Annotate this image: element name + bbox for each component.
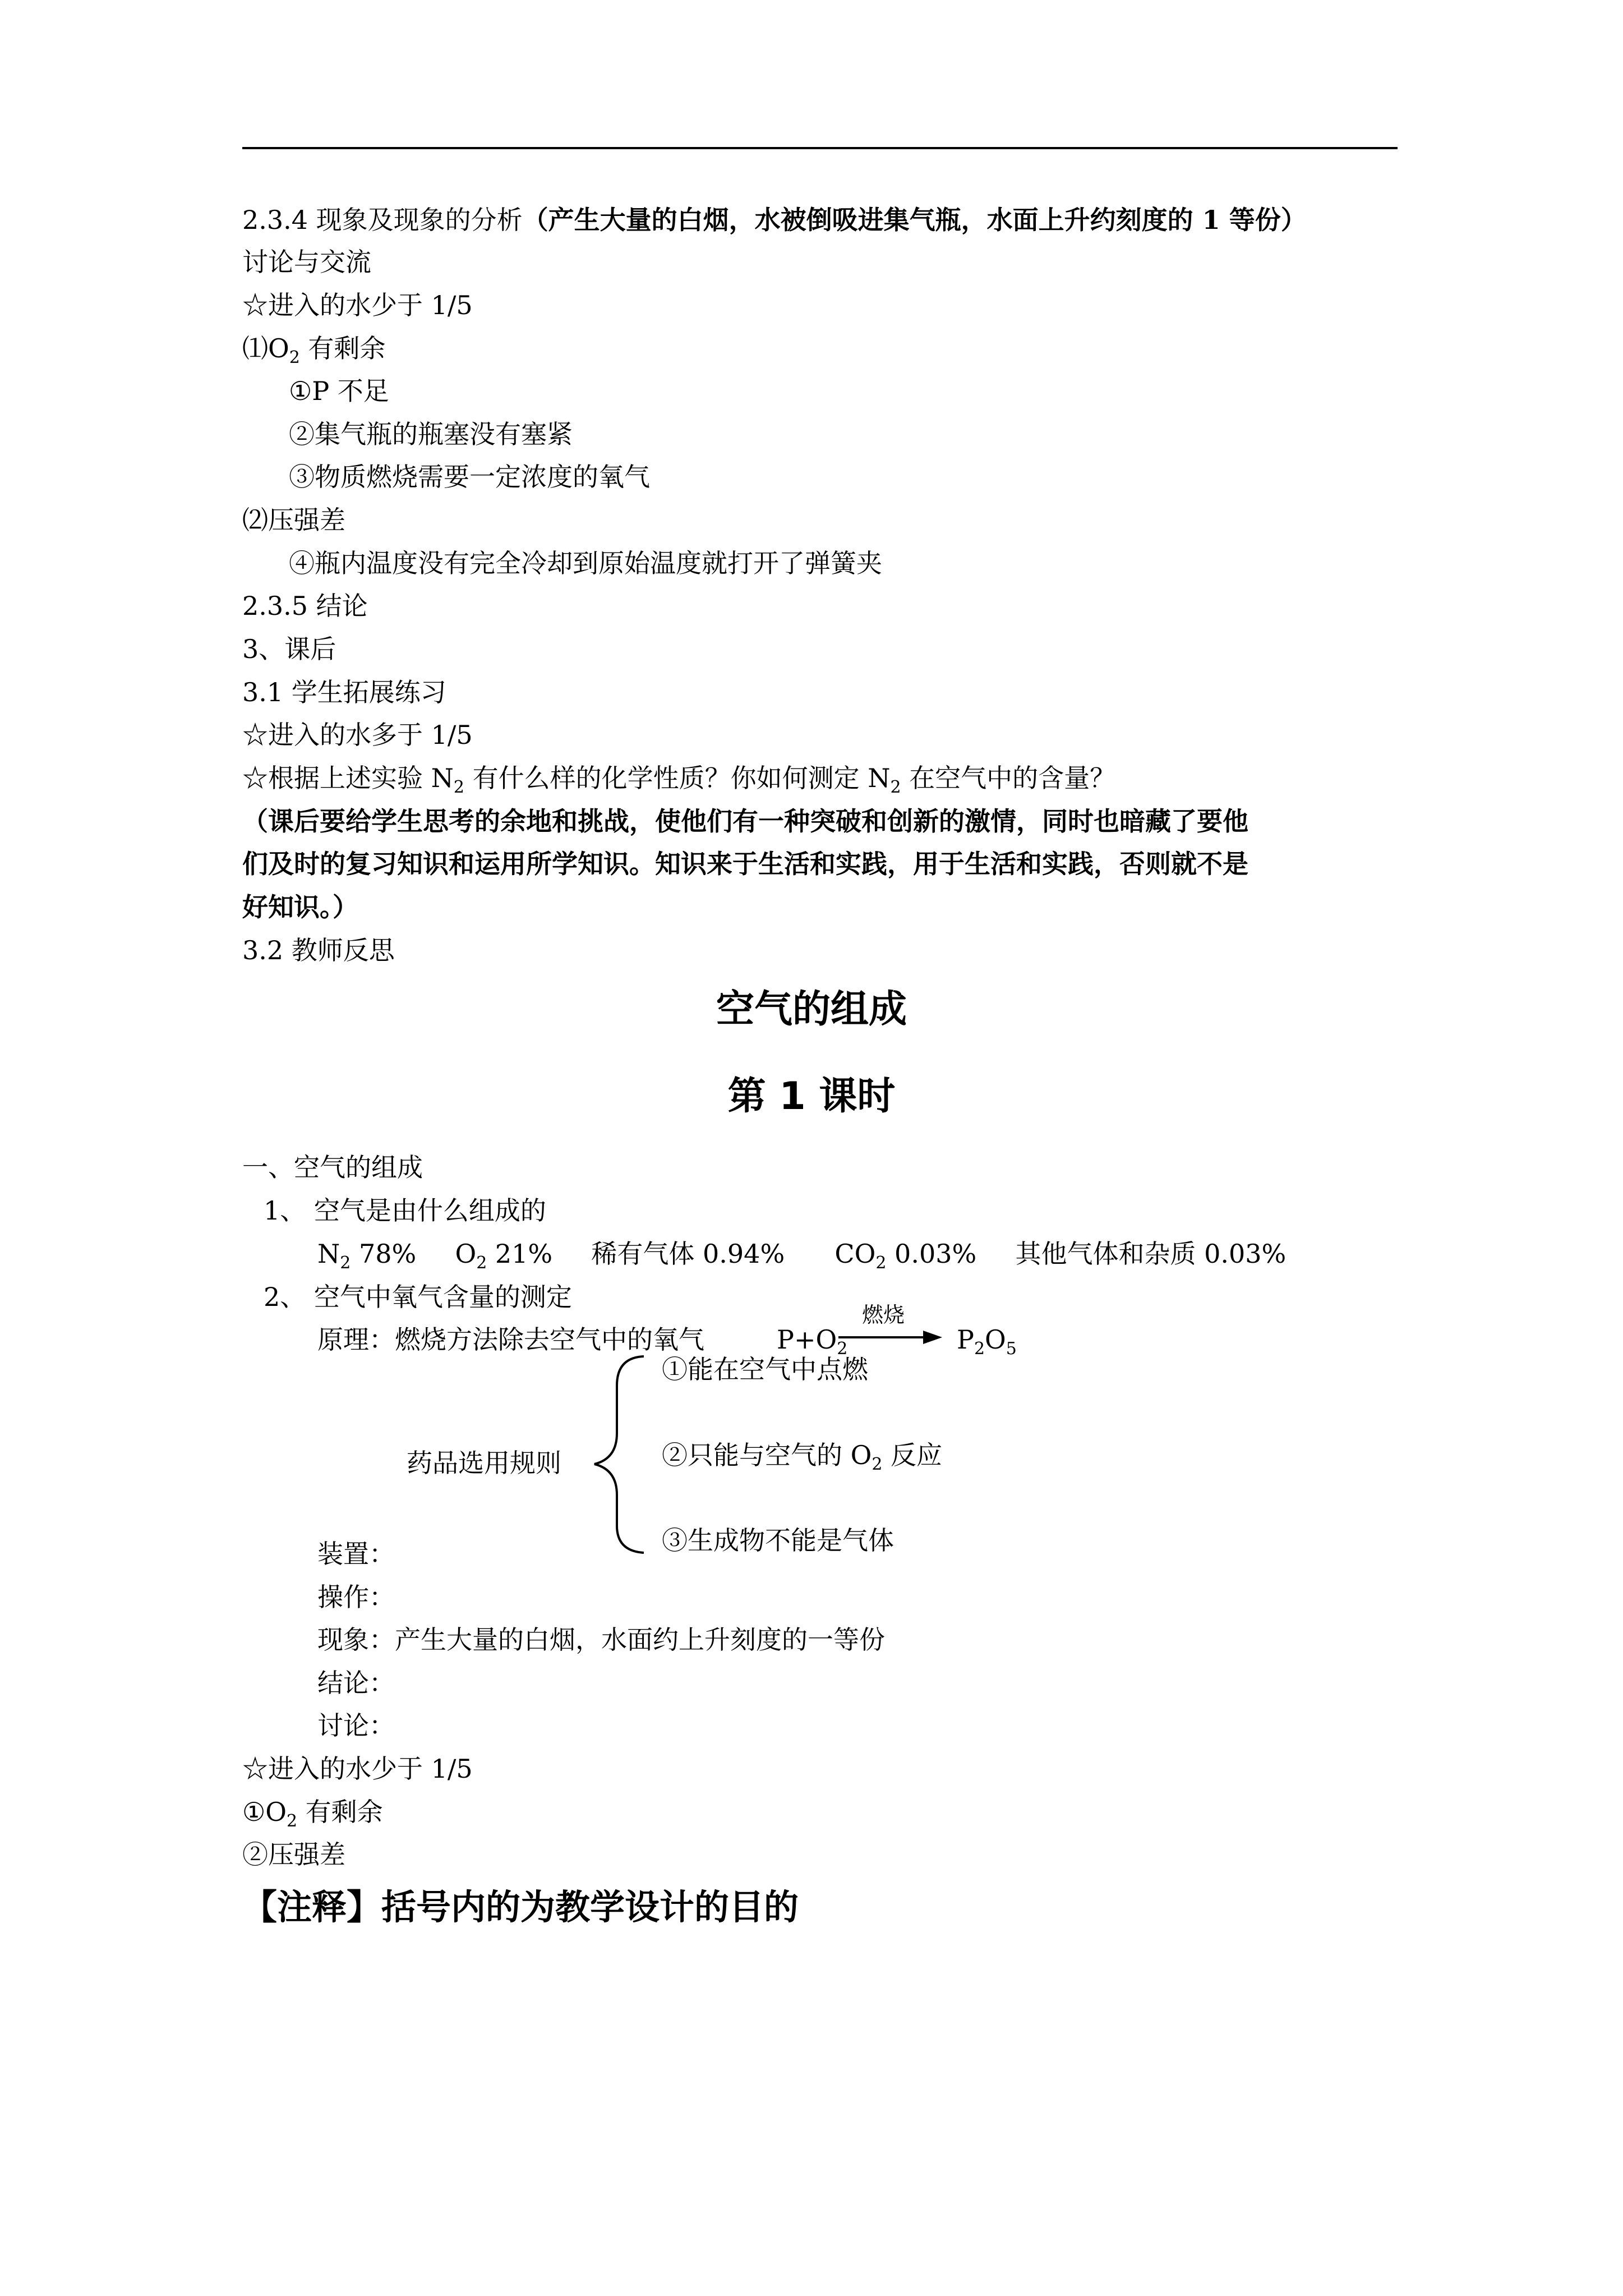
item-oxygen-measurement: 2、 空气中氧气含量的测定 — [264, 1282, 572, 1312]
operation-label: 操作： — [317, 1582, 395, 1612]
equation-left: $P+O_2$ — [777, 1324, 848, 1359]
bottom-water-less: ☆进入的水少于 1/5 — [242, 1754, 473, 1784]
line-o2-remaining: $⑴O_2$ 有剩余 — [242, 333, 386, 367]
line-pressure-difference: ⑵压强差 — [242, 505, 345, 535]
principle-line: 原理：燃烧方法除去空气中的氧气 — [317, 1324, 704, 1355]
rule-2: ②只能与空气的 $O_2$ 反应 — [662, 1440, 943, 1474]
item-what-composes-air: 1、 空气是由什么组成的 — [264, 1195, 546, 1226]
line-2-3-5: 2.3.5 结论 — [242, 591, 368, 621]
line-water-less: ☆进入的水少于 1/5 — [242, 290, 473, 320]
discussion-label: 讨论： — [317, 1710, 395, 1741]
rule-3: ③生成物不能是气体 — [662, 1525, 894, 1556]
rule-1: ①能在空气中点燃 — [662, 1354, 868, 1384]
line-2-3-4: 2.3.4 现象及现象的分析（产生大量的白烟，水被倒吸进集气瓶，水面上升约刻度的 1 等份） — [242, 205, 1307, 235]
line-3-1: 3.1 学生拓展练习 — [242, 677, 446, 707]
annotation-note: 【注释】括号内的为教学设计的目的 — [242, 1887, 799, 1927]
line-3-2: 3.2 教师反思 — [242, 935, 395, 965]
equation-right: $P_2O_5$ — [957, 1324, 1017, 1359]
conclusion-label: 结论： — [317, 1668, 395, 1698]
section-composition: 一、空气的组成 — [242, 1152, 423, 1182]
page-subtitle: 第 1 课时 — [727, 1074, 896, 1119]
equation-condition: 燃烧 — [862, 1303, 905, 1327]
page-title: 空气的组成 — [716, 987, 907, 1032]
design-note-line-3: 好知识。） — [242, 892, 358, 922]
design-note-line-1: （课后要给学生思考的余地和挑战，使他们有一种突破和创新的激情，同时也暗藏了要他 — [242, 806, 1248, 836]
line-n2-question: ☆根据上述实验 $N_2$ 有什么样的化学性质？你如何测定 $N_2$ 在空气中的含量？ — [242, 763, 1116, 797]
reaction-arrow-head — [923, 1331, 942, 1344]
line-discussion: 讨论与交流 — [242, 247, 371, 277]
line-p-insufficient: ①P 不足 — [289, 376, 389, 406]
brace-icon — [594, 1356, 644, 1553]
composition-values: $N_2$ 78% $O_2$ 21% 稀有气体 0.94% $CO_2$ 0.03% 其他气体和杂质 0.03% — [317, 1239, 1287, 1273]
line-oxygen-concentration: ③物质燃烧需要一定浓度的氧气 — [289, 462, 650, 492]
device-label: 装置： — [317, 1539, 395, 1569]
rule-label: 药品选用规则 — [407, 1448, 561, 1478]
line-temperature: ④瓶内温度没有完全冷却到原始温度就打开了弹簧夹 — [289, 548, 882, 578]
bottom-o2-remaining: $①O_2$ 有剩余 — [242, 1797, 383, 1831]
bottom-pressure-difference: ②压强差 — [242, 1839, 345, 1870]
design-note-line-2: 们及时的复习知识和运用所学知识。知识来于生活和实践，用于生活和实践，否则就不是 — [242, 849, 1248, 879]
line-water-more: ☆进入的水多于 1/5 — [242, 720, 473, 750]
phenomenon-line: 现象：产生大量的白烟，水面约上升刻度的一等份 — [317, 1625, 885, 1655]
line-after-class: 3、课后 — [242, 634, 336, 664]
line-stopper-loose: ②集气瓶的瓶塞没有塞紧 — [289, 419, 573, 449]
